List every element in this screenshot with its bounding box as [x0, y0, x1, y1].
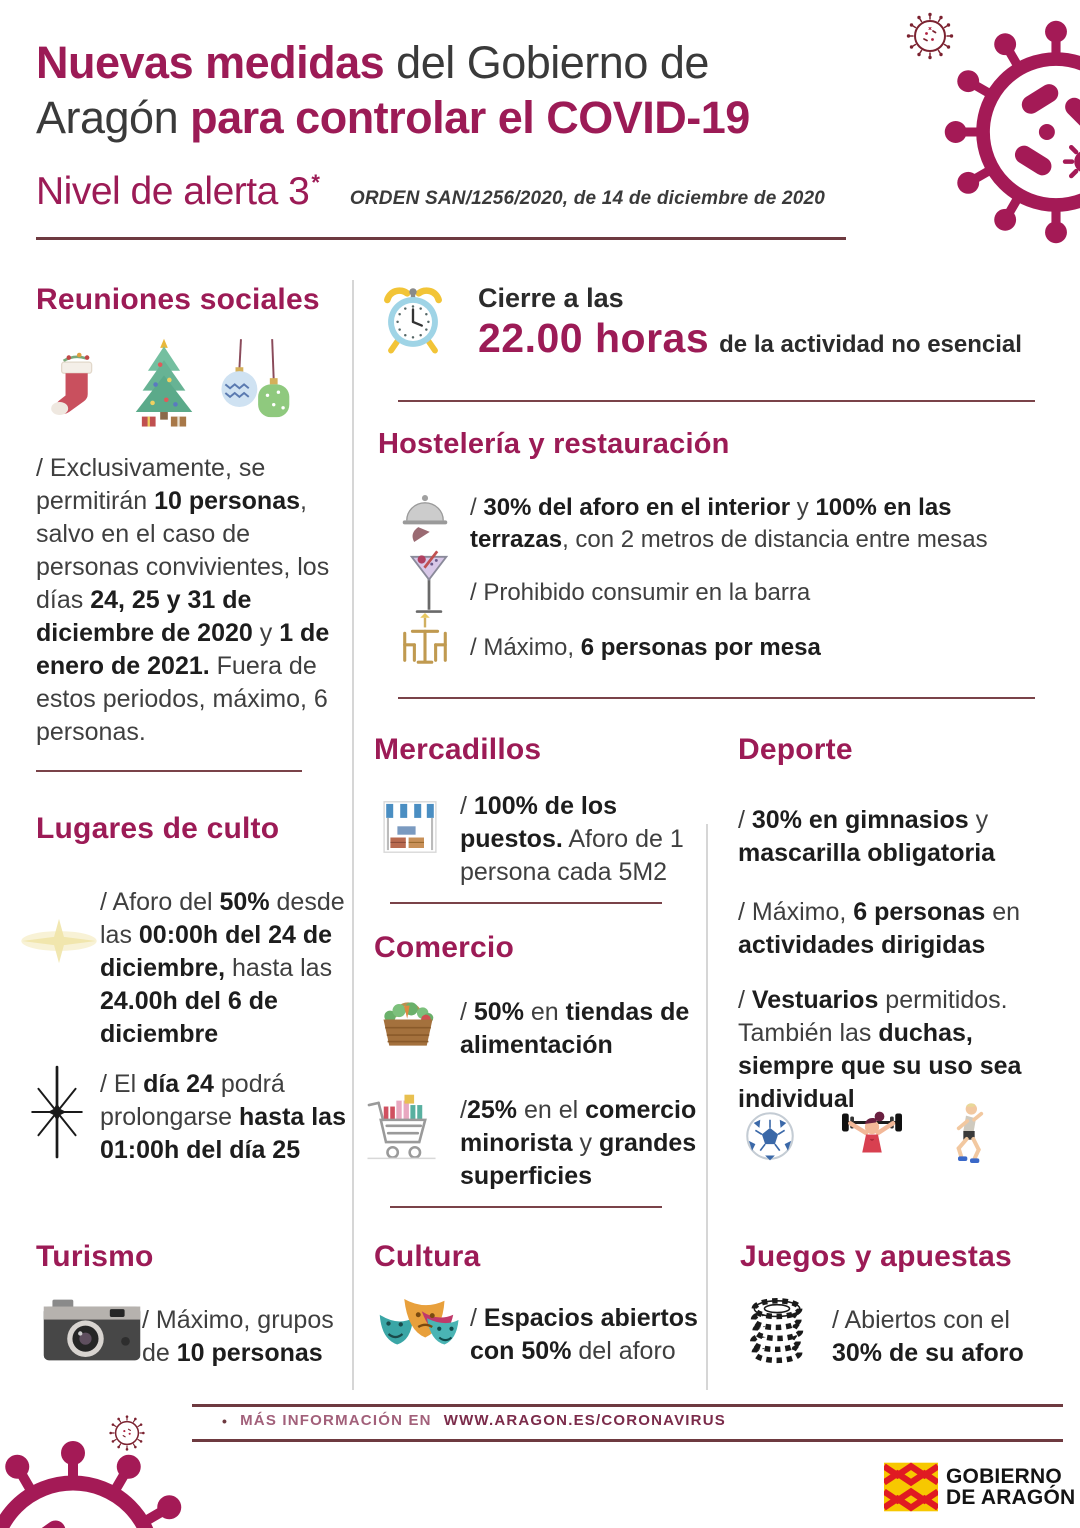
logo-line1: GOBIERNO	[946, 1464, 1062, 1488]
shopping-cart-icon	[366, 1092, 440, 1164]
soccer-ball-icon	[744, 1110, 796, 1162]
food-basket-icon	[377, 990, 439, 1054]
aragon-emblem-icon	[884, 1462, 938, 1512]
running-icon	[942, 1096, 990, 1170]
deporte-item-text: / Vestuarios permitidos. También las duchas, siempre que su uso sea individual	[738, 986, 1022, 1113]
alert-asterisk: *	[311, 170, 320, 195]
poker-chips-icon	[748, 1294, 806, 1364]
mercadillos-divider	[390, 902, 662, 904]
header-rule	[36, 237, 846, 240]
closure-suffix: de la actividad no esencial	[719, 331, 1022, 358]
comercio-item-text: / 50% en tiendas de alimentación	[460, 998, 690, 1059]
culto-item-text: / El día 24 podrá prolongarse hasta las 01:00h del día 25	[100, 1070, 346, 1164]
theater-masks-icon	[376, 1292, 464, 1362]
juegos-item-text: / Abiertos con el 30% de su aforo	[832, 1306, 1024, 1367]
christmas-stocking-icon	[44, 334, 106, 436]
cultura-item-text: / Espacios abiertos con 50% del aforo	[470, 1304, 698, 1365]
closure-banner	[478, 283, 1022, 362]
comercio-item-text: /25% en el comercio minorista y grandes superficies	[460, 1096, 697, 1190]
alert-level: Nivel de alerta 3	[36, 170, 310, 213]
deporte-item-text: / Máximo, 6 personas en actividades dirigidas	[738, 898, 1021, 959]
serving-cloche-icon	[398, 490, 452, 548]
comercio-divider	[390, 1206, 662, 1208]
closure-line1: Cierre a las	[478, 283, 624, 313]
closure-time: 22.00 horas	[478, 315, 710, 361]
section-title-mercadillos: Mercadillos	[374, 733, 542, 766]
left-divider-1	[36, 770, 302, 772]
deporte-item-text: / 30% en gimnasios y mascarilla obligatoria	[738, 806, 996, 867]
footer-info-url[interactable]: WWW.ARAGON.ES/CORONAVIRUS	[443, 1412, 726, 1429]
camera-icon	[42, 1296, 142, 1364]
culto-item-text: / Aforo del 50% desde las 00:00h del 24 de diciembre, hasta las 24.00h del 6 de diciembre	[100, 888, 345, 1048]
gobierno-aragon-logo	[884, 1462, 1075, 1512]
star-burst-icon	[26, 1058, 88, 1166]
page-title-rest1: del Gobierno de	[384, 37, 709, 88]
coronavirus-icon	[0, 1438, 198, 1528]
section-title-culto: Lugares de culto	[36, 812, 280, 845]
page-title	[36, 36, 750, 146]
section-title-comercio: Comercio	[374, 931, 514, 964]
hosteleria-item-text: / Máximo, 6 personas por mesa	[470, 634, 821, 661]
section-title-cultura: Cultura	[374, 1240, 481, 1273]
page-title-bold2: para controlar el COVID-19	[190, 91, 750, 143]
footer-rule-bottom	[192, 1439, 1063, 1442]
hosteleria-item-text: / 30% del aforo en el interior y 100% en las terrazas, con 2 metros de distancia entre mesas	[470, 494, 988, 553]
order-reference: ORDEN SAN/1256/2020, de 14 de diciembre de 2020	[349, 188, 826, 209]
page-title-rest2: Aragón	[36, 91, 191, 143]
section-title-reuniones: Reuniones sociales	[36, 283, 320, 316]
weightlifting-icon	[838, 1100, 906, 1172]
christmas-ornaments-icon	[216, 330, 294, 438]
table-chairs-icon	[396, 612, 454, 668]
footer-info-prefix: MÁS INFORMACIÓN EN	[240, 1412, 432, 1429]
section-title-turismo: Turismo	[36, 1240, 154, 1273]
coronavirus-icon	[942, 18, 1080, 246]
closure-divider	[398, 400, 1035, 402]
page-title-bold1: Nuevas medidas	[36, 37, 385, 88]
light-glow-icon	[18, 912, 100, 970]
logo-line2: DE ARAGÓN	[946, 1486, 1076, 1509]
footer-rule-top	[192, 1404, 1063, 1407]
footer-info	[222, 1412, 726, 1429]
market-stall-icon	[382, 798, 438, 856]
logo-text	[946, 1466, 1075, 1509]
section-title-deporte: Deporte	[738, 733, 853, 766]
section-title-juegos: Juegos y apuestas	[740, 1240, 1012, 1273]
hosteleria-divider	[398, 697, 1035, 699]
section-title-hosteleria: Hostelería y restauración	[378, 428, 730, 460]
reuniones-text: / Exclusivamente, se permitirán 10 personas, salvo en el caso de personas convivientes, los días 24, 25 y 31 de diciembre de 2020 y 1 de enero de 2021. Fuera de estos periodos, máximo, 6 personas.	[36, 454, 330, 746]
bullet-icon: •	[222, 1412, 229, 1429]
christmas-tree-icon	[122, 328, 206, 438]
mercadillos-item-text: / 100% de los puestos. Aforo de 1 persona cada 5M2	[460, 792, 684, 886]
column-divider-left	[352, 280, 354, 1390]
hosteleria-item-text: / Prohibido consumir en la barra	[470, 579, 811, 606]
turismo-item-text: / Máximo, grupos de 10 personas	[142, 1306, 334, 1367]
alert-row	[36, 170, 825, 214]
alarm-clock-icon	[380, 281, 446, 357]
